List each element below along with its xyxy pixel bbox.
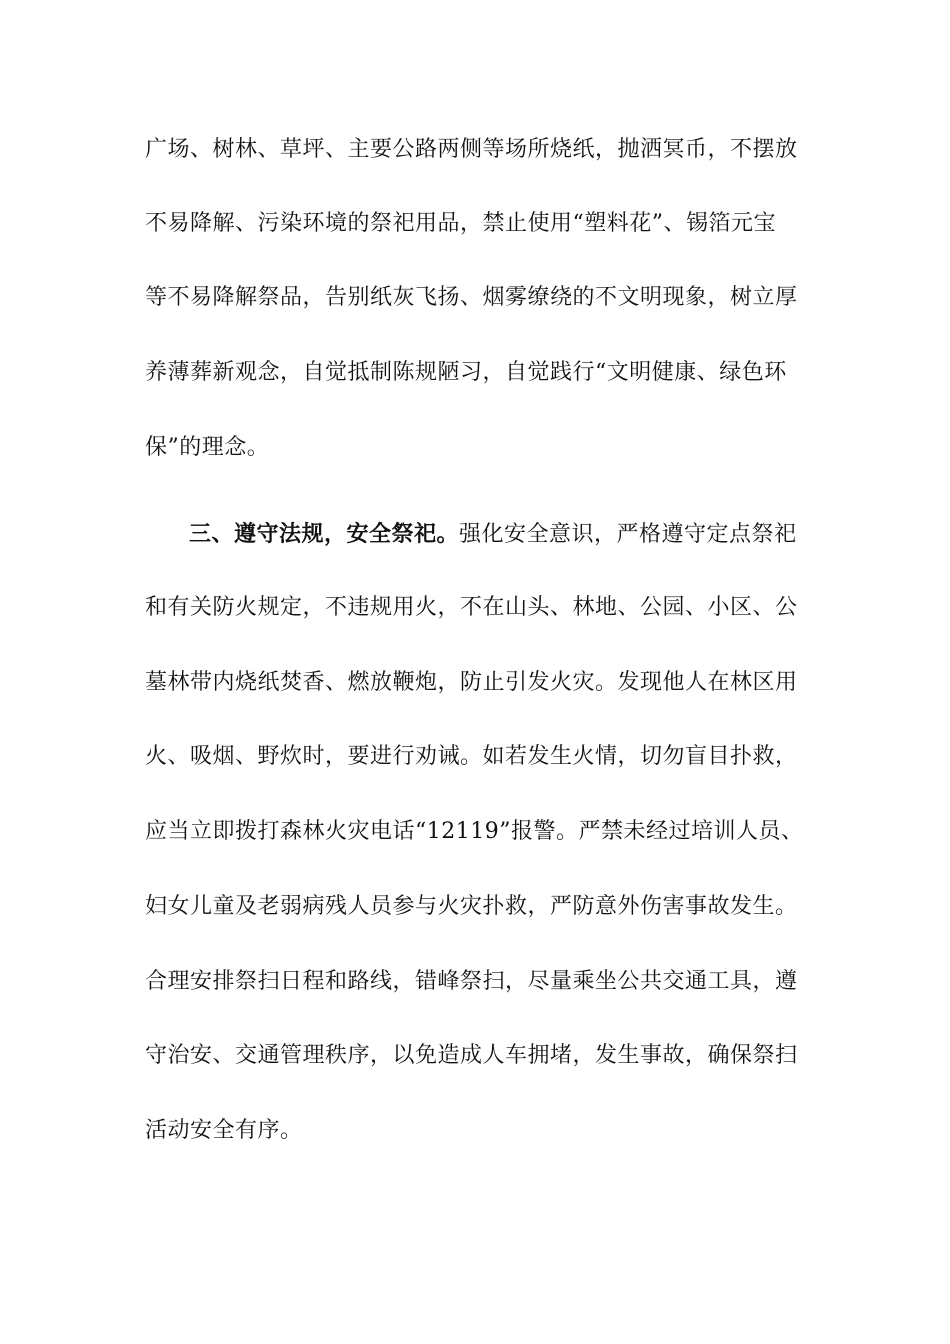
paragraph1-line-4: 养薄葬新观念，自觉抵制陈规陋习，自觉践行“文明健康、绿色环 [145,360,787,385]
paragraph2-line-4: 火、吸烟、野炊时，要进行劝诫。如若发生火情，切勿盲目扑救， [145,744,798,769]
paragraph2-line-5: 应当立即拨打森林火灾电话“12119”报警。严禁未经过培训人员、 [145,819,804,844]
paragraph1-line-5: 保”的理念。 [145,435,270,460]
paragraph2-first-line-text: 强化安全意识，严格遵守定点祭祀 [459,522,797,547]
paragraph1-line-2: 不易降解、污染环境的祭祀用品，禁止使用“塑料花”、锡箔元宝 [145,211,776,236]
paragraph2-line-7: 合理安排祭扫日程和路线，错峰祭扫，尽量乘坐公共交通工具，遵 [145,969,798,994]
paragraph1-line-1: 广场、树林、草坪、主要公路两侧等场所烧纸，抛洒冥币，不摆放 [145,137,798,162]
paragraph1-line-3: 等不易降解祭品，告别纸灰飞扬、烟雾缭绕的不文明现象，树立厚 [145,285,798,310]
paragraph2-first-line [189,518,797,550]
paragraph2-line-6: 妇女儿童及老弱病残人员参与火灾扑救，严防意外伤害事故发生。 [145,894,798,919]
section-heading: 三、遵守法规，安全祭祀。 [189,521,460,547]
paragraph2-line-3: 墓林带内烧纸焚香、燃放鞭炮，防止引发火灾。发现他人在林区用 [145,670,798,695]
paragraph2-line-2: 和有关防火规定，不违规用火，不在山头、林地、公园、小区、公 [145,595,798,620]
paragraph2-line-9: 活动安全有序。 [145,1118,303,1143]
paragraph2-line-8: 守治安、交通管理秩序，以免造成人车拥堵，发生事故，确保祭扫 [145,1043,798,1068]
